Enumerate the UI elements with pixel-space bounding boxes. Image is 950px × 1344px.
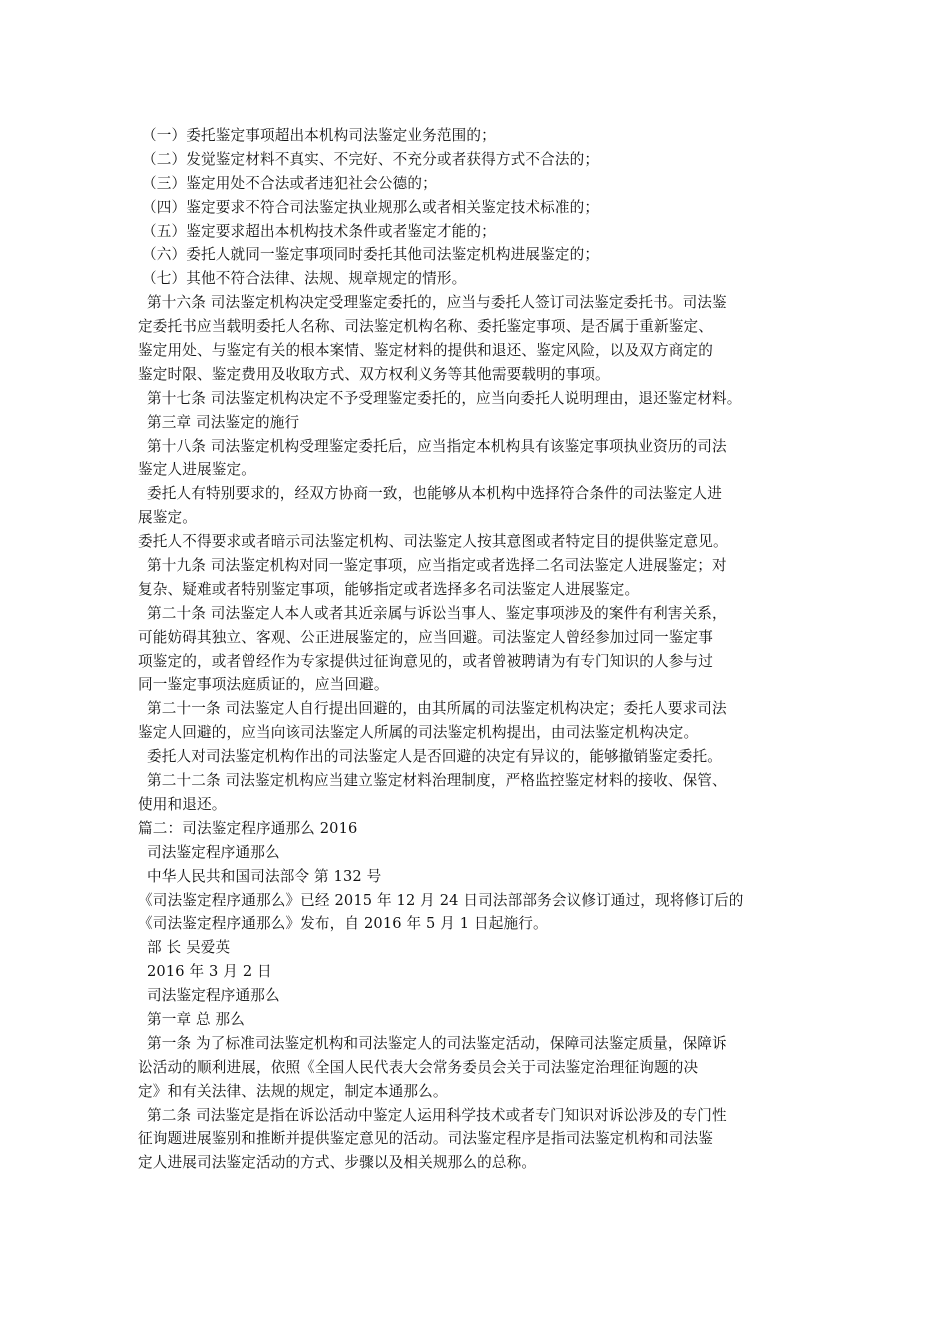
section-heading: 篇二：司法鉴定程序通那么 2016 xyxy=(138,819,358,837)
article-heading-line: 第二条 司法鉴定是指在诉讼活动中鉴定人运用科学技术或者专门知识对诉讼涉及的专门性 xyxy=(147,1106,727,1124)
text-line: （三）鉴定用处不合法或者违犯社会公德的； xyxy=(142,174,437,192)
text-line: 项鉴定的，或者曾经作为专家提供过征询意见的，或者曾被聘请为有专门知识的人参与过 xyxy=(138,652,714,670)
text-line: （六）委托人就同一鉴定事项同时委托其他司法鉴定机构进展鉴定的； xyxy=(142,246,600,264)
chapter-heading: 第三章 司法鉴定的施行 xyxy=(147,413,300,431)
article-heading-line: 第二十条 司法鉴定人本人或者其近亲属与诉讼当事人、鉴定事项涉及的案件有利害关系， xyxy=(147,604,727,622)
document-title: 司法鉴定程序通那么 xyxy=(147,843,280,861)
text-line: 征询题进展鉴别和推断并提供鉴定意见的活动。司法鉴定程序是指司法鉴定机构和司法鉴 xyxy=(138,1130,714,1148)
decree-number: 中华人民共和国司法部令 第 132 号 xyxy=(147,867,382,885)
date-line: 2016 年 3 月 2 日 xyxy=(147,963,272,981)
text-line: 委托人有特别要求的，经双方协商一致，也能够从本机构中选择符合条件的司法鉴定人进 xyxy=(147,485,723,503)
text-line: （五）鉴定要求超出本机构技术条件或者鉴定才能的； xyxy=(142,222,496,240)
text-line: 可能妨碍其独立、客观、公正进展鉴定的，应当回避。司法鉴定人曾经参加过同一鉴定事 xyxy=(138,628,714,646)
article-heading-line: 第十八条 司法鉴定机构受理鉴定委托后，应当指定本机构具有该鉴定事项执业资历的司法 xyxy=(147,437,727,455)
text-line: 使用和退还。 xyxy=(138,795,227,813)
text-line: 《司法鉴定程序通那么》发布，自 2016 年 5 月 1 日起施行。 xyxy=(138,915,548,933)
text-line: 鉴定人回避的，应当向该司法鉴定人所属的司法鉴定机构提出，由司法鉴定机构决定。 xyxy=(138,724,699,742)
text-line: （一）委托鉴定事项超出本机构司法鉴定业务范围的； xyxy=(142,127,496,144)
text-line: （四）鉴定要求不符合司法鉴定执业规那么或者相关鉴定技术标准的； xyxy=(142,198,600,216)
text-line: 讼活动的顺利进展，依照《全国人民代表大会常务委员会关于司法鉴定治理征询题的决 xyxy=(138,1058,699,1076)
signatory: 部 长 吴爱英 xyxy=(147,939,231,957)
text-line: 鉴定人进展鉴定。 xyxy=(138,461,256,479)
chapter-heading: 第一章 总 那么 xyxy=(147,1010,246,1028)
text-line: 复杂、疑难或者特别鉴定事项，能够指定或者选择多名司法鉴定人进展鉴定。 xyxy=(138,580,640,598)
text-line: （七）其他不符合法律、法规、规章规定的情形。 xyxy=(142,270,467,288)
text-line: （二）发觉鉴定材料不真实、不完好、不充分或者获得方式不合法的； xyxy=(142,150,600,168)
text-line: 鉴定时限、鉴定费用及收取方式、双方权利义务等其他需要载明的事项。 xyxy=(138,365,610,383)
text-line: 定人进展司法鉴定活动的方式、步骤以及相关规那么的总称。 xyxy=(138,1154,537,1172)
text-line: 鉴定用处、与鉴定有关的根本案情、鉴定材料的提供和退还、鉴定风险，以及双方商定的 xyxy=(138,342,714,360)
document-page xyxy=(138,124,818,1175)
text-line: 《司法鉴定程序通那么》已经 2015 年 12 月 24 日司法部部务会议修订通过，现将修订后的 xyxy=(138,891,744,909)
article-heading-line: 第一条 为了标准司法鉴定机构和司法鉴定人的司法鉴定活动，保障司法鉴定质量，保障诉 xyxy=(147,1034,727,1052)
text-line: 展鉴定。 xyxy=(138,509,197,527)
text-line: 委托人对司法鉴定机构作出的司法鉴定人是否回避的决定有异议的，能够撤销鉴定委托。 xyxy=(147,748,723,766)
text-line: 同一鉴定事项法庭质证的，应当回避。 xyxy=(138,676,389,694)
article-heading-line: 第二十一条 司法鉴定人自行提出回避的，由其所属的司法鉴定机构决定；委托人要求司法 xyxy=(147,700,727,718)
text-line: 定委托书应当载明委托人名称、司法鉴定机构名称、委托鉴定事项、是否属于重新鉴定、 xyxy=(138,318,714,336)
text-line: 定》和有关法律、法规的规定，制定本通那么。 xyxy=(138,1082,448,1100)
text-line: 委托人不得要求或者暗示司法鉴定机构、司法鉴定人按其意图或者特定目的提供鉴定意见。 xyxy=(138,533,728,551)
article-heading-line: 第二十二条 司法鉴定机构应当建立鉴定材料治理制度，严格监控鉴定材料的接收、保管、 xyxy=(147,772,727,790)
article-heading-line: 第十六条 司法鉴定机构决定受理鉴定委托的，应当与委托人签订司法鉴定委托书。司法鉴 xyxy=(147,294,727,312)
article-heading-line: 第十九条 司法鉴定机构对同一鉴定事项，应当指定或者选择二名司法鉴定人进展鉴定；对 xyxy=(147,557,727,575)
article-heading-line: 第十七条 司法鉴定机构决定不予受理鉴定委托的，应当向委托人说明理由，退还鉴定材料。 xyxy=(147,389,742,407)
document-title: 司法鉴定程序通那么 xyxy=(147,987,280,1005)
